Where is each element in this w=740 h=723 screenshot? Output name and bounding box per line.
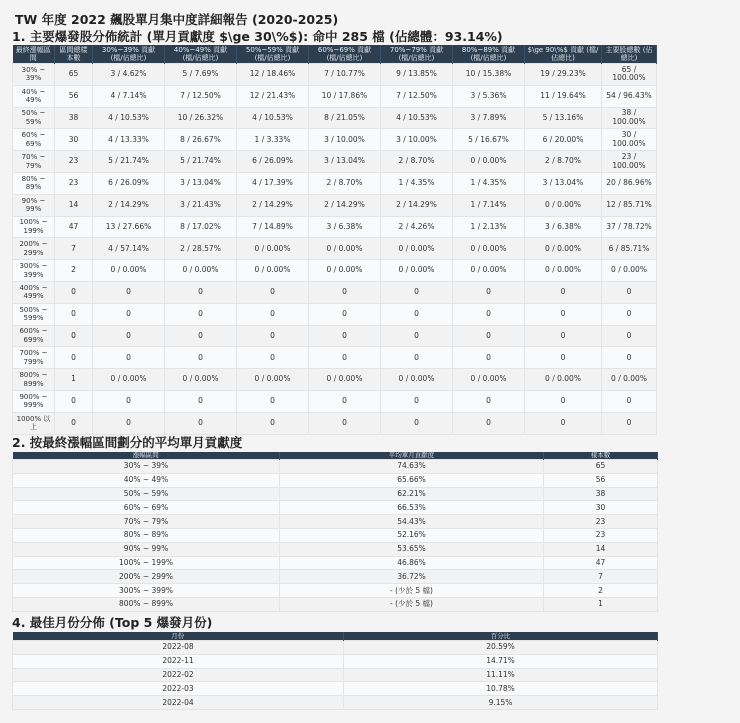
table-cell: 0 (165, 281, 237, 303)
section2-title: 2. 按最終漲幅區間劃分的平均單月貢獻度 (12, 435, 243, 450)
row-label-cell: 500% ~ 599% (13, 303, 55, 325)
row-label-cell: 2022-08 (13, 641, 344, 655)
row-label-cell: 100% ~ 199% (13, 556, 280, 570)
table-cell: 0 / 0.00% (381, 369, 453, 391)
table-cell: 3 / 13.04% (165, 172, 237, 194)
row-label-cell: 100% ~ 199% (13, 216, 55, 238)
table-cell: 8 / 17.02% (165, 216, 237, 238)
table-cell: 47 (55, 216, 93, 238)
table-cell: 9 / 13.85% (381, 64, 453, 86)
column-header: 最終漲幅區間 (13, 45, 55, 64)
table-row (13, 151, 657, 173)
table-row (13, 682, 658, 696)
section1-title: 1. 主要爆發股分佈統計 (單月貢獻度 $\ge 30\%$): 命中 285 檔 (佔總體：93.14%) (12, 29, 503, 44)
row-label-cell: 50% ~ 59% (13, 487, 280, 501)
column-header: 樣本數 (544, 452, 658, 460)
table-cell: 0 / 0.00% (237, 260, 309, 282)
table-cell: 6 / 26.09% (237, 151, 309, 173)
row-label-cell: 300% ~ 399% (13, 260, 55, 282)
column-header: 50%~59% 貢獻 (檔/佔總比) (237, 45, 309, 64)
table-cell: 0 (93, 347, 165, 369)
table-cell: 0 / 0.00% (525, 238, 602, 260)
table-cell: 52.16% (280, 528, 544, 542)
table-cell: 5 / 7.69% (165, 64, 237, 86)
table-cell: 0 / 0.00% (381, 238, 453, 260)
row-label-cell: 2022-11 (13, 654, 344, 668)
table-cell: 7 / 12.50% (381, 85, 453, 107)
table-cell: 0 / 0.00% (309, 260, 381, 282)
table-cell: 10 / 26.32% (165, 107, 237, 129)
column-header: $\ge 90\%$ 貢獻 (檔/佔總比) (525, 45, 602, 64)
table-cell: 7 / 12.50% (165, 85, 237, 107)
table-cell: 2 / 14.29% (237, 194, 309, 216)
table-body (13, 641, 658, 710)
table-row (13, 487, 658, 501)
table-cell: 37 / 78.72% (602, 216, 657, 238)
table-cell: 3 / 21.43% (165, 194, 237, 216)
row-label-cell: 90% ~ 99% (13, 542, 280, 556)
row-label-cell: 800% ~ 899% (13, 597, 280, 611)
table-cell: 12 / 18.46% (237, 64, 309, 86)
table-cell: 0 (93, 281, 165, 303)
table-cell: 66.53% (280, 501, 544, 515)
table-cell: 6 / 20.00% (525, 129, 602, 151)
row-label-cell: 40% ~ 49% (13, 473, 280, 487)
section4-title: 4. 最佳月份分佈 (Top 5 爆發月份) (12, 615, 213, 630)
row-label-cell: 70% ~ 79% (13, 151, 55, 173)
table-cell: 4 / 13.33% (93, 129, 165, 151)
table-cell: 0 / 0.00% (602, 260, 657, 282)
table-cell: 0 / 0.00% (237, 369, 309, 391)
table-body (13, 460, 658, 612)
table-row (13, 303, 657, 325)
row-label-cell: 400% ~ 499% (13, 281, 55, 303)
table-cell: 0 (525, 281, 602, 303)
table-cell: 3 / 7.89% (453, 107, 525, 129)
table-cell: 4 / 17.39% (237, 172, 309, 194)
table-row (13, 85, 657, 107)
table-row (13, 473, 658, 487)
table-cell: 0 / 0.00% (309, 238, 381, 260)
table-row (13, 260, 657, 282)
table-cell: 0 / 0.00% (453, 151, 525, 173)
table-row (13, 107, 657, 129)
table-cell: 3 / 13.04% (525, 172, 602, 194)
table-cell: 1 / 4.35% (453, 172, 525, 194)
table-cell: 0 (309, 303, 381, 325)
table-cell: 1 / 3.33% (237, 129, 309, 151)
table-row (13, 542, 658, 556)
table-cell: 12 / 21.43% (237, 85, 309, 107)
table-cell: 56 (544, 473, 658, 487)
row-label-cell: 600% ~ 699% (13, 325, 55, 347)
table-cell: 0 (93, 390, 165, 412)
table-row (13, 281, 657, 303)
table-row (13, 369, 657, 391)
table-cell: 2 / 8.70% (525, 151, 602, 173)
table-cell: 2 / 14.29% (93, 194, 165, 216)
row-label-cell: 2022-04 (13, 696, 344, 710)
table-cell: 0 / 0.00% (525, 369, 602, 391)
table-cell: 3 / 10.00% (381, 129, 453, 151)
table-cell: 5 / 21.74% (165, 151, 237, 173)
row-label-cell: 2022-02 (13, 668, 344, 682)
table-cell: 0 (165, 325, 237, 347)
table-cell: 0 / 0.00% (93, 260, 165, 282)
table-cell: 14 (55, 194, 93, 216)
table-row (13, 460, 658, 474)
table-row (13, 556, 658, 570)
table-cell: 0 (602, 412, 657, 434)
table-cell: 4 / 10.53% (93, 107, 165, 129)
table-cell: 20.59% (344, 641, 658, 655)
best-month-table (12, 632, 658, 710)
table-row (13, 668, 658, 682)
table-cell: 7 / 14.89% (237, 216, 309, 238)
average-contribution-table (12, 452, 658, 612)
table-cell: 65 (55, 64, 93, 86)
table-cell: 65.66% (280, 473, 544, 487)
table-cell: 0 (55, 303, 93, 325)
table-cell: 38 / 100.00% (602, 107, 657, 129)
table-cell: 14.71% (344, 654, 658, 668)
table-header-row (13, 452, 658, 460)
table-body (13, 64, 657, 435)
table-cell: 5 / 21.74% (93, 151, 165, 173)
column-header: 月份 (13, 632, 344, 641)
table-cell: 1 / 2.13% (453, 216, 525, 238)
table-cell: 0 (237, 325, 309, 347)
table-cell: 0 (525, 390, 602, 412)
table-cell: 20 / 86.96% (602, 172, 657, 194)
table-cell: 53.65% (280, 542, 544, 556)
row-label-cell: 70% ~ 79% (13, 515, 280, 529)
table-cell: 0 / 0.00% (93, 369, 165, 391)
table-cell: 0 (602, 325, 657, 347)
column-header: 30%~39% 貢獻 (檔/佔總比) (93, 45, 165, 64)
table-cell: 0 (237, 281, 309, 303)
table-cell: 0 (602, 347, 657, 369)
table-cell: 38 (544, 487, 658, 501)
table-cell: 62.21% (280, 487, 544, 501)
row-label-cell: 50% ~ 59% (13, 107, 55, 129)
table-cell: 0 / 0.00% (165, 260, 237, 282)
column-header: 漲幅區間 (13, 452, 280, 460)
table-cell: 10 / 15.38% (453, 64, 525, 86)
table-cell: 0 (453, 281, 525, 303)
table-row (13, 347, 657, 369)
table-row (13, 597, 658, 611)
table-cell: 1 / 4.35% (381, 172, 453, 194)
table-cell: 0 (381, 347, 453, 369)
table-cell: 0 (602, 390, 657, 412)
table-cell: 4 / 7.14% (93, 85, 165, 107)
table-cell: 10.78% (344, 682, 658, 696)
table-cell: 2 / 4.26% (381, 216, 453, 238)
column-header: 平均單月貢獻度 (280, 452, 544, 460)
table-cell: 0 (309, 390, 381, 412)
table-cell: 3 / 4.62% (93, 64, 165, 86)
table-cell: - (少於 5 檔) (280, 584, 544, 598)
table-cell: 8 / 26.67% (165, 129, 237, 151)
table-cell: 23 (55, 151, 93, 173)
table-cell: 6 / 85.71% (602, 238, 657, 260)
table-cell: 0 (381, 390, 453, 412)
row-label-cell: 1000% 以上 (13, 412, 55, 434)
table-cell: 0 (453, 390, 525, 412)
row-label-cell: 200% ~ 299% (13, 570, 280, 584)
table-cell: 23 (544, 528, 658, 542)
table-cell: 0 (525, 347, 602, 369)
table-row (13, 216, 657, 238)
table-cell: 0 (237, 412, 309, 434)
table-cell: 0 (525, 412, 602, 434)
table-cell: 0 (237, 347, 309, 369)
table-row (13, 194, 657, 216)
table-cell: 0 (602, 303, 657, 325)
table-cell: 0 (309, 281, 381, 303)
table-cell: 0 (381, 281, 453, 303)
table-cell: - (少於 5 檔) (280, 597, 544, 611)
table-cell: 2 / 14.29% (381, 194, 453, 216)
table-cell: 0 (165, 412, 237, 434)
table-cell: 0 (55, 347, 93, 369)
table-cell: 0 (381, 303, 453, 325)
table-cell: 7 / 10.77% (309, 64, 381, 86)
table-cell: 0 (309, 412, 381, 434)
table-cell: 0 / 0.00% (602, 369, 657, 391)
column-header: 40%~49% 貢獻 (檔/佔總比) (165, 45, 237, 64)
table-row (13, 570, 658, 584)
table-cell: 19 / 29.23% (525, 64, 602, 86)
table-cell: 1 / 7.14% (453, 194, 525, 216)
table-cell: 1 (544, 597, 658, 611)
table-row (13, 390, 657, 412)
table-row (13, 172, 657, 194)
column-header: 70%~79% 貢獻 (檔/佔總比) (381, 45, 453, 64)
table-cell: 30 / 100.00% (602, 129, 657, 151)
table-cell: 54 / 96.43% (602, 85, 657, 107)
table-cell: 13 / 27.66% (93, 216, 165, 238)
table-cell: 47 (544, 556, 658, 570)
row-label-cell: 30% ~ 39% (13, 64, 55, 86)
column-header: 主要股總數 (佔總比) (602, 45, 657, 64)
table-cell: 12 / 85.71% (602, 194, 657, 216)
table-cell: 23 (544, 515, 658, 529)
row-label-cell: 800% ~ 899% (13, 369, 55, 391)
row-label-cell: 700% ~ 799% (13, 347, 55, 369)
table-cell: 65 (544, 460, 658, 474)
table-cell: 3 / 6.38% (309, 216, 381, 238)
report-title: TW 年度 2022 飆股單月集中度詳細報告 (2020-2025) (15, 12, 339, 27)
row-label-cell: 90% ~ 99% (13, 194, 55, 216)
table-row (13, 325, 657, 347)
table-cell: 11.11% (344, 668, 658, 682)
table-cell: 6 / 26.09% (93, 172, 165, 194)
table-cell: 4 / 10.53% (381, 107, 453, 129)
row-label-cell: 40% ~ 49% (13, 85, 55, 107)
table-cell: 2 (544, 584, 658, 598)
table-cell: 0 (55, 412, 93, 434)
table-cell: 5 / 16.67% (453, 129, 525, 151)
table-cell: 5 / 13.16% (525, 107, 602, 129)
table-cell: 0 (309, 347, 381, 369)
table-cell: 2 (55, 260, 93, 282)
table-cell: 4 / 10.53% (237, 107, 309, 129)
table-row (13, 584, 658, 598)
table-row (13, 64, 657, 86)
table-cell: 0 / 0.00% (381, 260, 453, 282)
row-label-cell: 2022-03 (13, 682, 344, 696)
distribution-table (12, 45, 657, 435)
table-cell: 0 / 0.00% (309, 369, 381, 391)
table-cell: 0 (93, 303, 165, 325)
row-label-cell: 60% ~ 69% (13, 501, 280, 515)
row-label-cell: 30% ~ 39% (13, 460, 280, 474)
table-cell: 3 / 13.04% (309, 151, 381, 173)
table-row (13, 515, 658, 529)
table-row (13, 528, 658, 542)
table-cell: 0 / 0.00% (165, 369, 237, 391)
table-cell: 0 / 0.00% (453, 238, 525, 260)
table-cell: 3 / 10.00% (309, 129, 381, 151)
table-cell: 0 (55, 281, 93, 303)
row-label-cell: 200% ~ 299% (13, 238, 55, 260)
table-cell: 0 (453, 303, 525, 325)
table-cell: 0 / 0.00% (525, 194, 602, 216)
table-header-row (13, 45, 657, 64)
table-cell: 9.15% (344, 696, 658, 710)
table-cell: 0 (381, 412, 453, 434)
table-cell: 0 (93, 325, 165, 347)
table-cell: 0 (165, 390, 237, 412)
table-cell: 46.86% (280, 556, 544, 570)
table-cell: 2 / 8.70% (381, 151, 453, 173)
column-header: 60%~69% 貢獻 (檔/佔總比) (309, 45, 381, 64)
table-cell: 0 / 0.00% (453, 369, 525, 391)
table-header-row (13, 632, 658, 641)
table-cell: 14 (544, 542, 658, 556)
table-cell: 0 (55, 390, 93, 412)
table-cell: 1 (55, 369, 93, 391)
table-cell: 0 (453, 347, 525, 369)
table-row (13, 501, 658, 515)
table-cell: 56 (55, 85, 93, 107)
table-cell: 2 / 14.29% (309, 194, 381, 216)
column-header: 百分比 (344, 632, 658, 641)
table-cell: 2 / 8.70% (309, 172, 381, 194)
row-label-cell: 80% ~ 89% (13, 528, 280, 542)
row-label-cell: 60% ~ 69% (13, 129, 55, 151)
table-row (13, 238, 657, 260)
table-cell: 0 (453, 412, 525, 434)
table-cell: 3 / 5.36% (453, 85, 525, 107)
row-label-cell: 300% ~ 399% (13, 584, 280, 598)
column-header: 區間總樣本數 (55, 45, 93, 64)
table-cell: 65 / 100.00% (602, 64, 657, 86)
table-cell: 0 (55, 325, 93, 347)
table-cell: 4 / 57.14% (93, 238, 165, 260)
table-cell: 0 (525, 325, 602, 347)
row-label-cell: 900% ~ 999% (13, 390, 55, 412)
table-cell: 23 (55, 172, 93, 194)
table-cell: 38 (55, 107, 93, 129)
table-row (13, 412, 657, 434)
table-cell: 0 / 0.00% (453, 260, 525, 282)
table-cell: 0 / 0.00% (525, 260, 602, 282)
table-cell: 3 / 6.38% (525, 216, 602, 238)
row-label-cell: 80% ~ 89% (13, 172, 55, 194)
table-cell: 8 / 21.05% (309, 107, 381, 129)
table-cell: 10 / 17.86% (309, 85, 381, 107)
table-cell: 0 (165, 347, 237, 369)
table-cell: 74.63% (280, 460, 544, 474)
table-row (13, 654, 658, 668)
table-cell: 11 / 19.64% (525, 85, 602, 107)
table-cell: 2 / 28.57% (165, 238, 237, 260)
table-cell: 0 (453, 325, 525, 347)
table-cell: 0 (309, 325, 381, 347)
table-cell: 23 / 100.00% (602, 151, 657, 173)
table-cell: 7 (55, 238, 93, 260)
table-cell: 0 (237, 303, 309, 325)
table-row (13, 129, 657, 151)
table-cell: 30 (544, 501, 658, 515)
table-cell: 7 (544, 570, 658, 584)
table-cell: 0 (381, 325, 453, 347)
table-cell: 0 / 0.00% (237, 238, 309, 260)
table-row (13, 641, 658, 655)
column-header: 80%~89% 貢獻 (檔/佔總比) (453, 45, 525, 64)
table-cell: 36.72% (280, 570, 544, 584)
table-cell: 0 (165, 303, 237, 325)
table-cell: 0 (525, 303, 602, 325)
table-cell: 30 (55, 129, 93, 151)
table-cell: 54.43% (280, 515, 544, 529)
table-row (13, 696, 658, 710)
table-cell: 0 (237, 390, 309, 412)
table-cell: 0 (602, 281, 657, 303)
table-cell: 0 (93, 412, 165, 434)
